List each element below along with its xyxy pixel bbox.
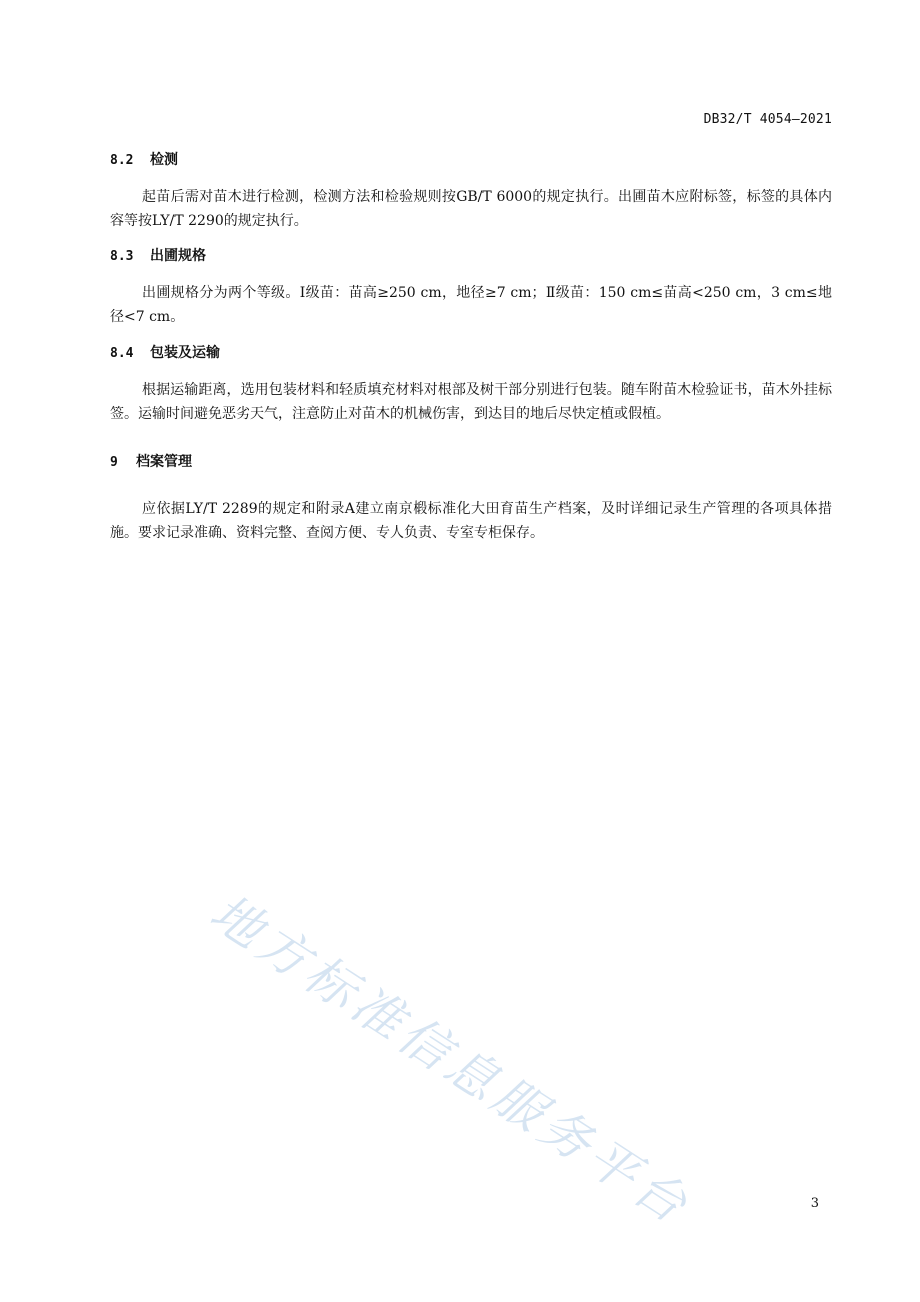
section-heading — [110, 452, 832, 473]
section-heading — [110, 343, 832, 364]
section-number: 9 — [110, 455, 118, 470]
section-title: 包装及运输 — [150, 345, 220, 361]
page-number: 3 — [810, 1196, 819, 1211]
section-8-3 — [110, 246, 832, 329]
section-number: 8.3 — [110, 249, 134, 264]
section-title: 出圃规格 — [150, 248, 206, 264]
document-code: DB32/T 4054—2021 — [703, 112, 832, 127]
section-number: 8.2 — [110, 153, 134, 168]
watermark-text: 地方标准信息服务平台 — [200, 883, 702, 1237]
section-heading — [110, 246, 832, 267]
section-8-2 — [110, 150, 832, 233]
section-number: 8.4 — [110, 346, 134, 361]
section-9 — [110, 452, 832, 545]
section-paragraph: 起苗后需对苗木进行检测，检测方法和检验规则按GB/T 6000的规定执行。出圃苗木应附标签，标签的具体内容等按LY/T 2290的规定执行。 — [110, 189, 832, 229]
section-heading — [110, 150, 832, 171]
section-paragraph: 根据运输距离，选用包装材料和轻质填充材料对根部及树干部分别进行包装。随车附苗木检验证书，苗木外挂标签。运输时间避免恶劣天气，注意防止对苗木的机械伤害，到达目的地后尽快定植或假植。 — [110, 382, 832, 422]
section-title: 检测 — [150, 152, 178, 168]
section-paragraph: 出圃规格分为两个等级。Ⅰ级苗：苗高≥250 cm，地径≥7 cm；Ⅱ级苗：150 cm≤苗高<250 cm，3 cm≤地径<7 cm。 — [110, 285, 832, 325]
section-title: 档案管理 — [136, 454, 192, 470]
section-paragraph: 应依据LY/T 2289的规定和附录A建立南京椴标准化大田育苗生产档案，及时详细记录生产管理的各项具体措施。要求记录准确、资料完整、查阅方便、专人负责、专室专柜保存。 — [110, 501, 832, 541]
section-8-4 — [110, 343, 832, 426]
